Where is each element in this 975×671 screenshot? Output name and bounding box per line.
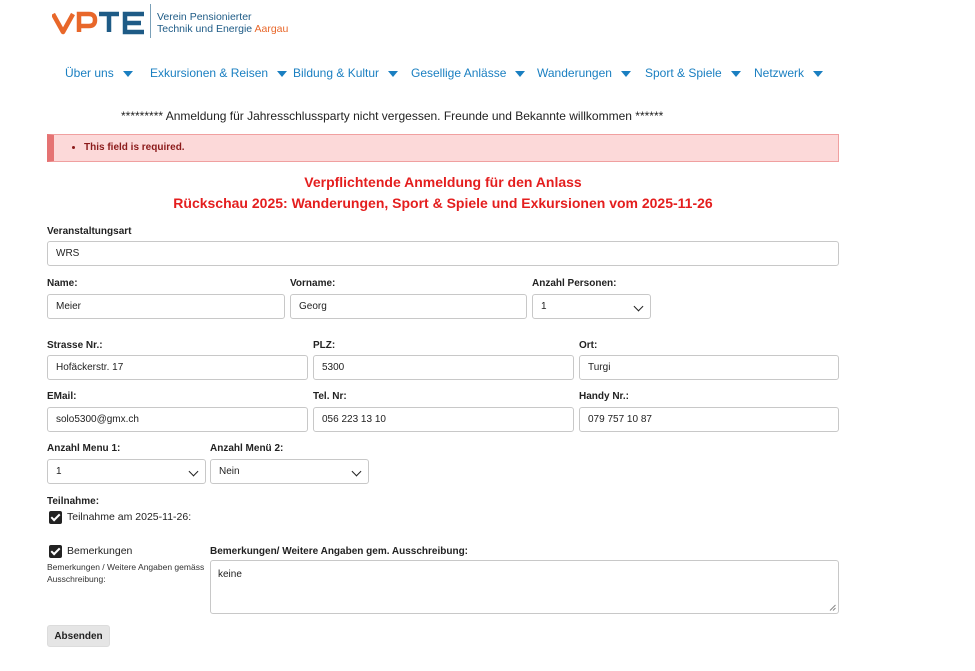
anzahl-personen-select[interactable]	[532, 294, 651, 319]
nav-item-gesellige-anlaesse[interactable]	[411, 66, 525, 80]
error-message: • This field is required.	[84, 142, 838, 153]
page-title: Verpflichtende Anmeldung für den Anlass	[304, 174, 582, 190]
logo-line2	[157, 23, 288, 35]
error-alert	[47, 134, 839, 162]
bemerkungen-field-label: Bemerkungen/ Weitere Angaben gem. Ausschreibung:	[210, 546, 469, 557]
handy-label: Handy Nr.:	[579, 391, 630, 402]
logo-line2-accent: Aargau	[254, 23, 289, 35]
teilnahme-checkbox[interactable]	[49, 511, 62, 524]
nav-item-exkursionen[interactable]	[150, 66, 287, 80]
bemerkungen-textarea[interactable]	[210, 560, 839, 614]
strasse-value: Hofäckerstr. 17	[56, 362, 124, 373]
bemerkungen-checkbox-label: Bemerkungen	[67, 545, 133, 557]
logo-line1: Verein Pensionierter	[157, 11, 252, 23]
ort-value: Turgi	[588, 362, 611, 373]
nav-item-label: Sport & Spiele	[645, 66, 722, 80]
event-title: Rückschau 2025: Wanderungen, Sport & Spiele und Exkursionen vom 2025-11-26	[173, 195, 713, 211]
nav-item-netzwerk[interactable]	[754, 66, 823, 80]
menu1-select[interactable]	[47, 459, 206, 484]
menu2-label: Anzahl Menü 2:	[210, 443, 284, 454]
nav-item-wanderungen[interactable]	[537, 66, 631, 80]
logo-line2-main: Technik und Energie	[157, 23, 255, 35]
strasse-field[interactable]	[47, 355, 308, 380]
plz-value: 5300	[322, 362, 345, 373]
vpte-logo[interactable]	[52, 6, 148, 40]
veranstaltungsart-label: Veranstaltungsart	[47, 226, 132, 237]
menu2-select[interactable]	[210, 459, 369, 484]
menu2-value: Nein	[219, 466, 240, 477]
vorname-field[interactable]	[290, 294, 527, 319]
plz-field[interactable]	[313, 355, 574, 380]
vorname-value: Georg	[299, 301, 327, 312]
menu1-value: 1	[56, 466, 62, 477]
bemerkungen-value: keine	[218, 569, 242, 580]
handy-value: 079 757 10 87	[588, 414, 652, 425]
caret-down-icon	[277, 71, 287, 77]
announcement-text: ********* Anmeldung für Jahresschlussparty nicht vergessen. Freunde und Bekannte willkommen ******	[121, 109, 664, 123]
chevron-down-icon	[189, 467, 199, 477]
email-field[interactable]	[47, 407, 308, 432]
caret-down-icon	[123, 71, 133, 77]
caret-down-icon	[515, 71, 525, 77]
name-label: Name:	[47, 278, 78, 289]
chevron-down-icon	[352, 467, 362, 477]
tel-field[interactable]	[313, 407, 574, 432]
name-value: Meier	[56, 301, 82, 312]
nav-item-label: Über uns	[65, 66, 114, 80]
nav-item-label: Netzwerk	[754, 66, 805, 80]
nav-item-label: Wanderungen	[537, 66, 612, 80]
caret-down-icon	[813, 71, 823, 77]
email-value: solo5300@gmx.ch	[56, 414, 139, 425]
ort-label: Ort:	[579, 340, 598, 351]
tel-label: Tel. Nr:	[313, 391, 347, 402]
teilnahme-label: Teilnahme:	[47, 496, 100, 507]
name-field[interactable]	[47, 294, 285, 319]
logo-separator	[150, 4, 151, 38]
veranstaltungsart-field[interactable]	[47, 241, 839, 266]
caret-down-icon	[388, 71, 398, 77]
strasse-label: Strasse Nr.:	[47, 340, 103, 351]
nav-item-sport-spiele[interactable]	[645, 66, 741, 80]
nav-item-label: Bildung & Kultur	[293, 66, 380, 80]
menu1-label: Anzahl Menu 1:	[47, 443, 121, 454]
nav-item-bildung[interactable]	[293, 66, 398, 80]
caret-down-icon	[731, 71, 741, 77]
nav-item-label: Gesellige Anlässe	[411, 66, 507, 80]
vorname-label: Vorname:	[290, 278, 336, 289]
nav-item-ueber-uns[interactable]	[65, 66, 133, 80]
plz-label: PLZ:	[313, 340, 336, 351]
submit-button[interactable]: Absenden	[47, 625, 110, 647]
vpte-logo-mark	[52, 10, 148, 36]
email-label: EMail:	[47, 391, 77, 402]
chevron-down-icon	[634, 302, 644, 312]
tel-value: 056 223 13 10	[322, 414, 386, 425]
nav-item-label: Exkursionen & Reisen	[150, 66, 269, 80]
logo-text	[157, 11, 288, 35]
anzahl-personen-label: Anzahl Personen:	[532, 278, 617, 289]
resize-handle-icon[interactable]	[829, 604, 836, 611]
ort-field[interactable]	[579, 355, 839, 380]
teilnahme-checkbox-label: Teilnahme am 2025-11-26:	[67, 511, 192, 523]
bemerkungen-note: Bemerkungen / Weitere Angaben gemäss Ausschreibung:	[47, 562, 205, 584]
error-list	[54, 135, 838, 153]
anzahl-personen-value: 1	[541, 301, 547, 312]
handy-field[interactable]	[579, 407, 839, 432]
veranstaltungsart-value: WRS	[56, 248, 80, 259]
caret-down-icon	[621, 71, 631, 77]
bemerkungen-checkbox[interactable]	[49, 545, 62, 558]
